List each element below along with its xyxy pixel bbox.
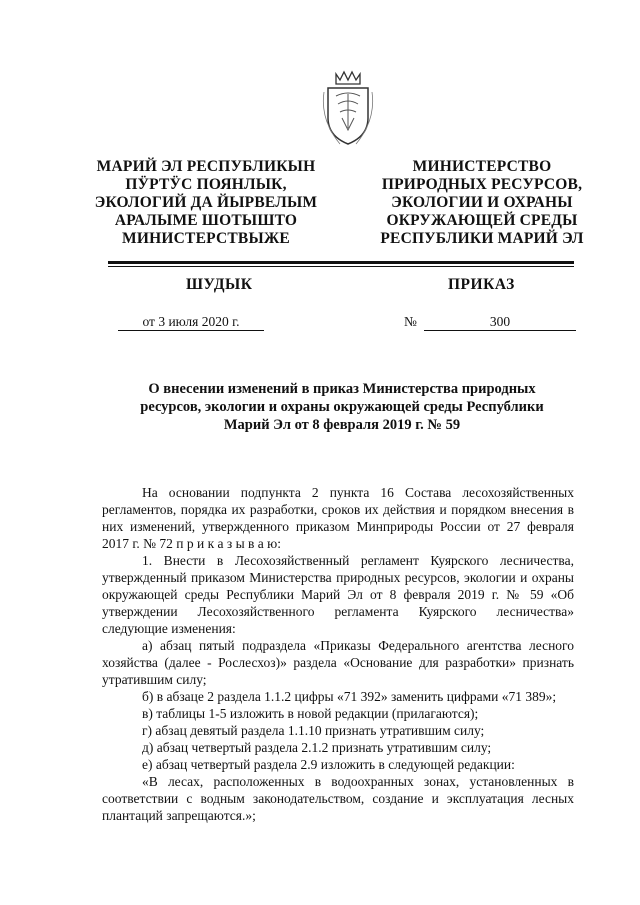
title-line: Марий Эл от 8 февраля 2019 г. № 59 [223, 417, 461, 433]
ministry-name-mari [86, 158, 326, 248]
header-line: МАРИЙ ЭЛ РЕСПУБЛИКЫН [96, 158, 316, 175]
doc-type-mari: ШУДЫК [186, 276, 253, 293]
title-line: ресурсов, экологии и охраны окружающей среды Республики [140, 399, 544, 415]
paragraph: а) абзац пятый подраздела «Приказы Федерального агентства лесного хозяйства (далее - Рослесхоз)» раздела «Основание для разработки» признать утратившим силу; [102, 638, 574, 687]
header-line: ОКРУЖАЮЩЕЙ СРЕДЫ [386, 212, 578, 229]
header-line: АРАЛЫМЕ ШОТЫШТО [114, 212, 298, 229]
number-label: № [404, 314, 417, 329]
doc-type-russian: ПРИКАЗ [448, 276, 515, 293]
header-divider-thin [108, 266, 574, 267]
ministry-name-russian [362, 158, 602, 248]
document-body [102, 484, 574, 824]
header-line: РЕСПУБЛИКИ МАРИЙ ЭЛ [380, 230, 584, 247]
document-title [120, 380, 564, 434]
paragraph: б) в абзаце 2 раздела 1.1.2 цифры «71 392» заменить цифрами «71 389»; [142, 689, 557, 704]
paragraph: «В лесах, расположенных в водоохранных зонах, установленных в соответствии с водным законодательством, создание и эксплуатация лесных плантаций запрещаются.»; [102, 774, 574, 823]
paragraph: На основании подпункта 2 пункта 16 Состава лесохозяйственных регламентов, порядка их разработки, сроков их действия и порядком внесения в них изменений, утвержденного приказом Минприроды России от 27 февраля 2017 г. № 72 п р и к а з ы в а ю: [102, 485, 574, 551]
header-line: МИНИСТЕРСТВЫЖЕ [122, 230, 290, 247]
header-line: ПРИРОДНЫХ РЕСУРСОВ, [381, 176, 583, 193]
paragraph: г) абзац девятый раздела 1.1.10 признать утратившим силу; [142, 723, 485, 738]
order-number: 300 [424, 314, 576, 331]
coat-of-arms-emblem [320, 70, 376, 150]
header-line: ПӰРТӰС ПОЯНЛЫК, [125, 176, 287, 193]
paragraph: е) абзац четвертый раздела 2.9 изложить в следующей редакции: [142, 757, 515, 772]
order-date: от 3 июля 2020 г. [118, 314, 264, 331]
header-divider-thick [108, 261, 574, 264]
header-line: ЭКОЛОГИЙ ДА ЙЫРВЕЛЫМ [94, 194, 318, 211]
header-line: МИНИСТЕРСТВО [412, 158, 552, 175]
header-line: ЭКОЛОГИИ И ОХРАНЫ [391, 194, 573, 211]
title-line: О внесении изменений в приказ Министерства природных [148, 381, 536, 397]
paragraph: 1. Внести в Лесохозяйственный регламент Куярского лесничества, утвержденный приказом Министерства природных ресурсов, экологии и охраны окружающей среды Республики Марий Эл от 8 февраля 2019 г. № 59 «Об утверждении Лесохозяйственного регламента Куярского лесничества» следующие изменения: [102, 553, 574, 636]
paragraph: в) таблицы 1-5 изложить в новой редакции (прилагаются); [142, 706, 479, 721]
paragraph: д) абзац четвертый раздела 2.1.2 признать утратившим силу; [142, 740, 492, 755]
